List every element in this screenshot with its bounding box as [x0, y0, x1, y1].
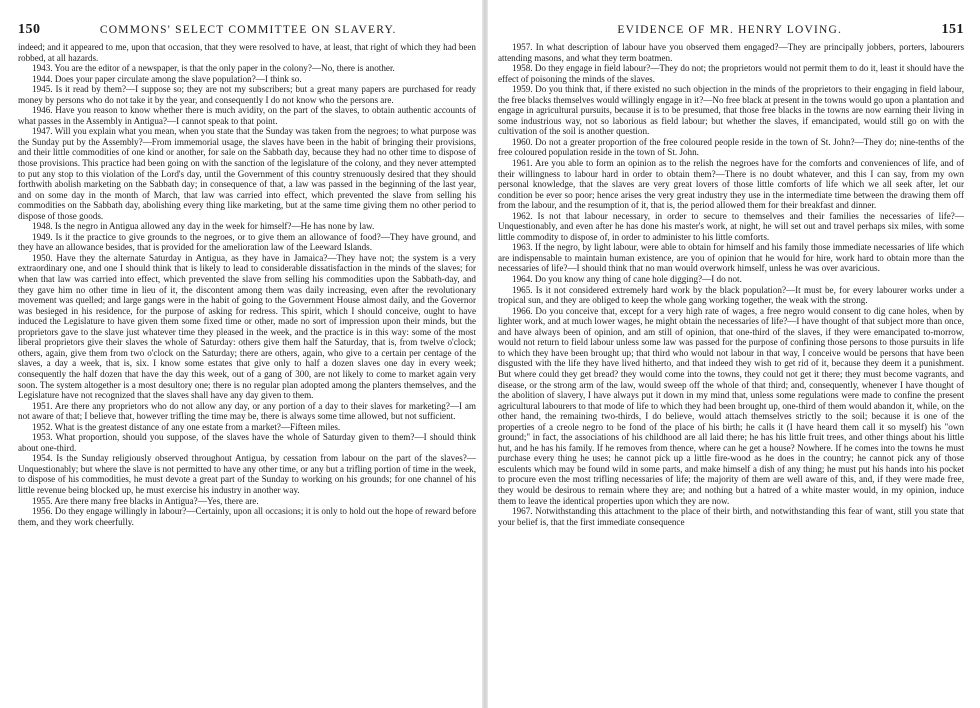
right-running-head	[498, 22, 964, 38]
paragraph: indeed; and it appeared to me, upon that occasion, that they were resolved to have, at least, that right of which they had been robbed, at all hazards.	[18, 42, 476, 63]
paragraph: 1959. Do you think that, if there existed no such objection in the minds of the proprietors to their engaging in field labour, the free blacks themselves would willingly engage in it?—No free black at present in the towns would go upon a plantation and engage in agricultural pursuits, because it is to be presumed, that those free blacks in the towns are now earning their living in some industrious way, not so laborious as field labour; but whether the slaves, if emancipated, would still go on with the cultivation of the soil is another question.	[498, 84, 965, 137]
paragraph: 1944. Does your paper circulate among the slave population?—I think so.	[32, 73, 302, 84]
paragraph: 1953. What proportion, should you suppose, of the slaves have the whole of Saturday given to them?—I should think about one-third.	[18, 432, 476, 453]
paragraph: 1958. Do they engage in field labour?—They do not; the proprietors would not permit them to do it, least it should have the effect of poisoning the minds of the slaves.	[498, 63, 964, 84]
paragraph: 1966. Do you conceive that, except for a very high rate of wages, a free negro would consent to dig cane holes, when by lighter work, and at much lower wages, he might obtain the necessaries of life?—I have thought of that subject more than once, and have always been of opinion, and am still of opinion, that one-third of the slaves, if they were emancipated to-morrow, would not return to field labour unless some law was passed for the purpose of confining those persons to those pursuits in life to which they have been brought up; that third who would not labour in that way, I conceive would be persons that have been disgusted with the life they have lived hitherto, and that indeed they wish to get rid of it, because they deem it a punishment. But where could they get bread? they would come into the towns, they could not get it there; they must become vagrants, and disease, or the strong arm of the law, would sweep off the whole of that third; and, consequently, whenever I have thought of the abolition of slavery, I have always put it down in my mind that, unless some regulations were made to confine the present agricultural labourers to that mode of life to which they had been brought up, one-third of them would abandon it, while, on the other hand, the remaining two-thirds, I do believe, would attach themselves strictly to the soil; because it is one of the properties of a creole negro to be fond of the place of his birth; he calls it (I have heard them call it so myself) his "own ground;" in fact, the associations of his childhood are all laid there; he has his little fruit trees, and other things about his little hut, and he has his family. If he removes from thence, where can he get a house? Nowhere. If he comes into the towns he must purchase every thing he uses; he cannot pick up a little fire-wood as he does in the country; he cannot pick any of those esculents which may be found wild in some parts, and make himself a dish of any thing; he must put his hands into his pocket to procure even the most trifling necessaries of life; the majority of them are well aware of this, and, if they were made free, they would be desirous to remain where they are; and nothing but a hatred of a white master would, in my opinion, induce them to leave the identical properties upon which they are now.	[498, 305, 964, 506]
left-page-body	[18, 42, 476, 527]
left-page-number: 150	[18, 22, 41, 37]
paragraph: 1945. Is it read by them?—I suppose so; they are not my subscribers; but a great many papers are purchased for ready money by persons who do not take it by the year, and consequently I do not know who the persons are.	[18, 84, 476, 105]
paragraph: 1964. Do you know any thing of cane hole digging?—I do not.	[512, 274, 742, 285]
paragraph: 1946. Have you reason to know whether there is much avidity, on the part of the slaves, to obtain authentic accounts of what passes in the Assembly in Antigua?—I cannot speak to that point.	[18, 105, 476, 126]
left-running-head	[18, 22, 476, 38]
paragraph: 1947. Will you explain what you mean, when you state that the Sunday was taken from the negroes; to what purpose was the Sunday put by the Assembly?—From immemorial usage, the slaves have been in the habit of bringing their provisions, and their little commodities of one kind or another, for sale on the Sabbath day, because they had no other time to dispose of those provisions. This practice had been going on with the sanction of the legislature of the colony, and they never attempted to put any stop to this violation of the Lord's day, until the Government of this country strenuously desired that they should forthwith abolish marketing on the Sabbath day; in consequence of that, a law was passed in the beginning of the last year, and on some day in the month of March, that law was carried into effect, which prevented the slave from selling his commodities on the Sabbath day, abolishing every thing like marketing, but at the same time giving them no other period to dispose of those goods.	[18, 126, 476, 221]
paragraph: 1961. Are you able to form an opinion as to the relish the negroes have for the comforts and conveniences of life, and of their willingness to labour hard in order to obtain them?—There is no doubt whatever, and this I can say, from my own personal knowledge, that the slaves are very great lovers of those little comforts of life which we all seek after, let our condition be ever so poor; hence arises the very great industry they use in the intermediate time between the drawing them off from the labour, and the resumption of it, that is, the period allowed them for their breakfast and dinner.	[498, 158, 964, 211]
paragraph: 1965. Is it not considered extremely hard work by the black population?—It must be, for every labourer works under a tropical sun, and they are obliged to keep the whole gang working together, the weak with the strong.	[498, 284, 964, 306]
left-page	[0, 0, 482, 708]
paragraph: 1955. Are there many free blacks in Antigua?—Yes, there are.	[32, 495, 259, 506]
paragraph: 1950. Have they the alternate Saturday in Antigua, as they have in Jamaica?—They have not; the system is a very extraordinary one, and one I should think that is likely to lead to considerable dissatisfaction in the minds of the slaves; for when that law was carried into effect, which prevented the slave from selling his commodities upon the Sabbath-day, and they gave him no other time in lieu of it, the discontent among them was daily increasing, even after the revolutionary movement was quelled; and large gangs were in the habit of going to the Government House almost daily, and the Governor was besieged in his residence, for the purpose of asking for redress. This spirit, which I should conceive, ought to have induced the Legislature to have given them some fixed time or other, made no sort of impression upon their minds, but the proprietors gave to the slave just whatever time they pleased in the week, and the practice is in this way: some of the most liberal proprietors give their slaves the whole of Saturday: others give them half the Saturday, that is, from twelve o'clock; others, again, give them from two o'clock on the Saturday; there are others, again, who give to a certain per centage of the slaves, a day a week, that is, six. I know some estates that give only to half a dozen slaves one day in every week; consequently the half dozen that have the day this week, out of a gang of 300, are not likely to come to market again very soon. The system altogether is a most desultory one; there is no regular plan adopted among the planters themselves, and the Legislature have not recognized that the slaves shall have any day given to them.	[18, 252, 476, 401]
right-header-title: EVIDENCE OF MR. HENRY LOVING.	[617, 24, 843, 36]
paragraph: 1943. You are the editor of a newspaper, is that the only paper in the colony?—No, there is another.	[32, 63, 395, 74]
paragraph: 1951. Are there any proprietors who do not allow any day, or any portion of a day to their slaves for marketing?—I am not aware of that; I believe that, however trifling the time may be, there is always some time allowed, but not sufficient.	[18, 400, 476, 422]
right-page	[488, 0, 980, 708]
right-page-body	[498, 42, 964, 527]
right-page-number: 151	[941, 22, 964, 37]
paragraph: 1963. If the negro, by light labour, were able to obtain for himself and his family those immediate necessaries of life which are indispensable to maintain human existence, are you of opinion that he would for hire, work hard to obtain more than the necessaries of life?—I should think that no man would overwork himself, unless he was over avaricious.	[498, 242, 964, 274]
left-header-title: COMMONS' SELECT COMMITTEE ON SLAVERY.	[99, 24, 397, 36]
paragraph: 1954. Is the Sunday religiously observed throughout Antigua, by cessation from labour on the part of the slaves?—Unquestionably; but where the slave is not permitted to have any other time, or any but a trifling portion of time in the week, to dispose of his commodities, he must devote a great part of the Sunday to working on his grounds; for one channel of his little revenue being blocked up, he must exercise his industry in another way.	[18, 453, 476, 495]
paragraph: 1962. Is not that labour necessary, in order to secure to themselves and their families the necessaries of life?—Unquestionably, and even after he has done his master's work, at night, he will set out and travel perhaps six miles, with some little commodity to dispose of, in order to administer to his little comforts.	[498, 210, 964, 242]
paragraph: 1957. In what description of labour have you observed them engaged?—They are principally jobbers, porters, labourers attending masons, and what they term boatmen.	[498, 42, 964, 63]
paragraph: 1949. Is it the practice to give grounds to the negroes, or to give them an allowance of food?—They have ground, and they have an allowance besides, that is provided for the amelioration law of the Leeward Islands.	[18, 231, 476, 253]
paragraph: 1952. What is the greatest distance of any one estate from a market?—Fifteen miles.	[32, 421, 341, 432]
paragraph: 1948. Is the negro in Antigua allowed any day in the week for himself?—He has none by law.	[32, 221, 375, 232]
paragraph: 1956. Do they engage willingly in labour?—Certainly, upon all occasions; it is only to hold out the hope of reward before them, and they work cheerfully.	[18, 506, 476, 527]
paragraph: 1967. Notwithstanding this attachment to the place of their birth, and notwithstanding this fear of want, still you state that your belief is, that the first immediate consequence	[498, 506, 964, 527]
paragraph: 1960. Do not a greater proportion of the free coloured people reside in the town of St. John?—They do; nine-tenths of the free coloured population reside in the town of St. John.	[498, 136, 964, 158]
